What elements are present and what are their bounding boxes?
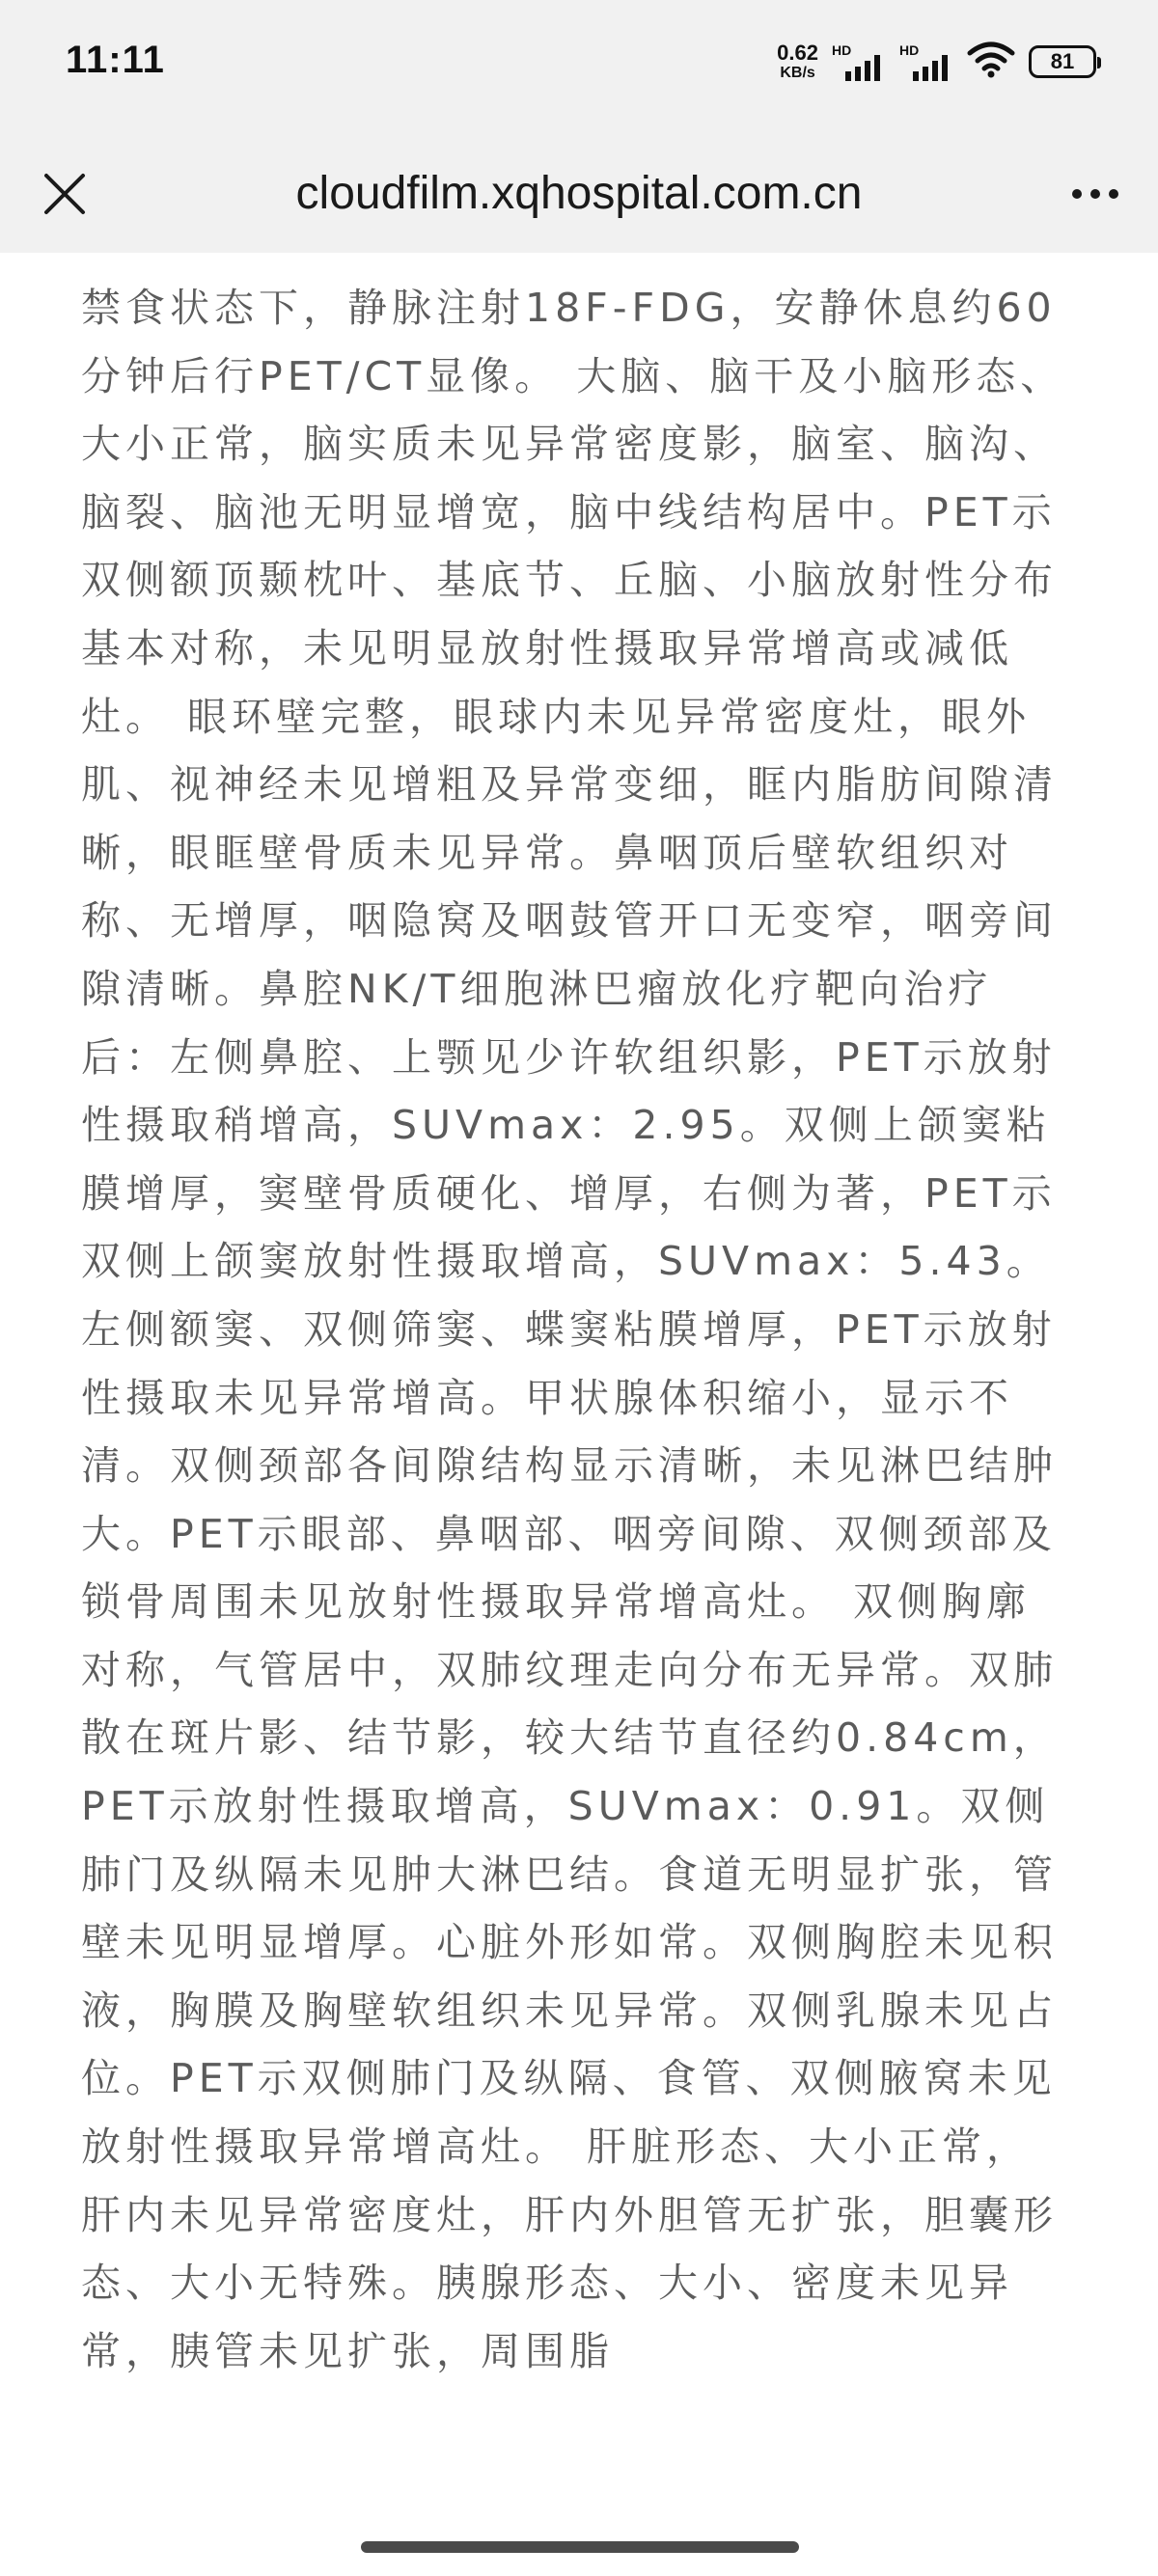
report-body-text: 禁食状态下，静脉注射18F-FDG，安静休息约60分钟后行PET/CT显像。 大脑、脑干及小脑形态、大小正常，脑实质未见异常密度影，脑室、脑沟、脑裂、脑池无明显增宽，脑中线结构居中。PET示双侧额顶颞枕叶、基底节、丘脑、小脑放射性分布基本对称，未见明显放射性摄取异常增高或减低灶。 眼环壁完整，眼球内未见异常密度灶，眼外肌、视神经未见增粗及异常变细，眶内脂肪间隙清晰，眼眶壁骨质未见异常。鼻咽顶后壁软组织对称、无增厚，咽隐窝及咽鼓管开口无变窄，咽旁间隙清晰。鼻腔NK/T细胞淋巴瘤放化疗靶向治疗后：左侧鼻腔、上颚见少许软组织影，PET示放射性摄取稍增高，SUVmax：2.95。双侧上颌窦粘膜增厚，窦壁骨质硬化、增厚，右侧为著，PET示双侧上颌窦放射性摄取增高，SUVmax：5.43。左侧额窦、双侧筛窦、蝶窦粘膜增厚，PET示放射性摄取未见异常增高。甲状腺体积缩小，显示不清。双侧颈部各间隙结构显示清晰，未见淋巴结肿大。PET示眼部、鼻咽部、咽旁间隙、双侧颈部及锁骨周围未见放射性摄取异常增高灶。 双侧胸廓对称，气管居中，双肺纹理走向分布无异常。双肺散在斑片影、结节影，较大结节直径约0.84cm，PET示放射性摄取增高，SUVmax：0.91。双侧肺门及纵隔未见肿大淋巴结。食道无明显扩张，管壁未见明显增厚。心脏外形如常。双侧胸腔未见积液，胸膜及胸壁软组织未见异常。双侧乳腺未见占位。PET示双侧肺门及纵隔、食管、双侧腋窝未见放射性摄取异常增高灶。 肝脏形态、大小正常，肝内未见异常密度灶，肝内外胆管无扩张，胆囊形态、大小无特殊。胰腺形态、大小、密度未见异常，胰管未见扩张，周围脂 xyxy=(81,285,1065,2374)
more-icon xyxy=(1072,189,1118,199)
home-indicator[interactable] xyxy=(361,2541,799,2553)
signal-icon xyxy=(899,42,953,81)
more-button[interactable] xyxy=(1058,156,1133,232)
net-speed-unit: KB/s xyxy=(780,65,815,81)
sim1-badge: HD xyxy=(832,42,852,58)
signal-icon xyxy=(832,42,886,81)
close-icon xyxy=(42,172,87,216)
battery-icon xyxy=(1029,45,1096,78)
battery-level: 81 xyxy=(1050,49,1075,73)
page-url-title: cloudfilm.xqhospital.com.cn xyxy=(295,168,863,219)
report-content[interactable] xyxy=(0,253,1158,2576)
net-speed xyxy=(777,42,818,81)
browser-nav-bar xyxy=(0,135,1158,253)
status-bar xyxy=(0,0,1158,135)
close-button[interactable] xyxy=(27,156,102,232)
status-icons xyxy=(777,41,1096,83)
wifi-icon xyxy=(967,41,1015,82)
sim2-badge: HD xyxy=(899,42,920,58)
status-time: 11:11 xyxy=(66,39,165,81)
net-speed-value: 0.62 xyxy=(777,41,818,65)
